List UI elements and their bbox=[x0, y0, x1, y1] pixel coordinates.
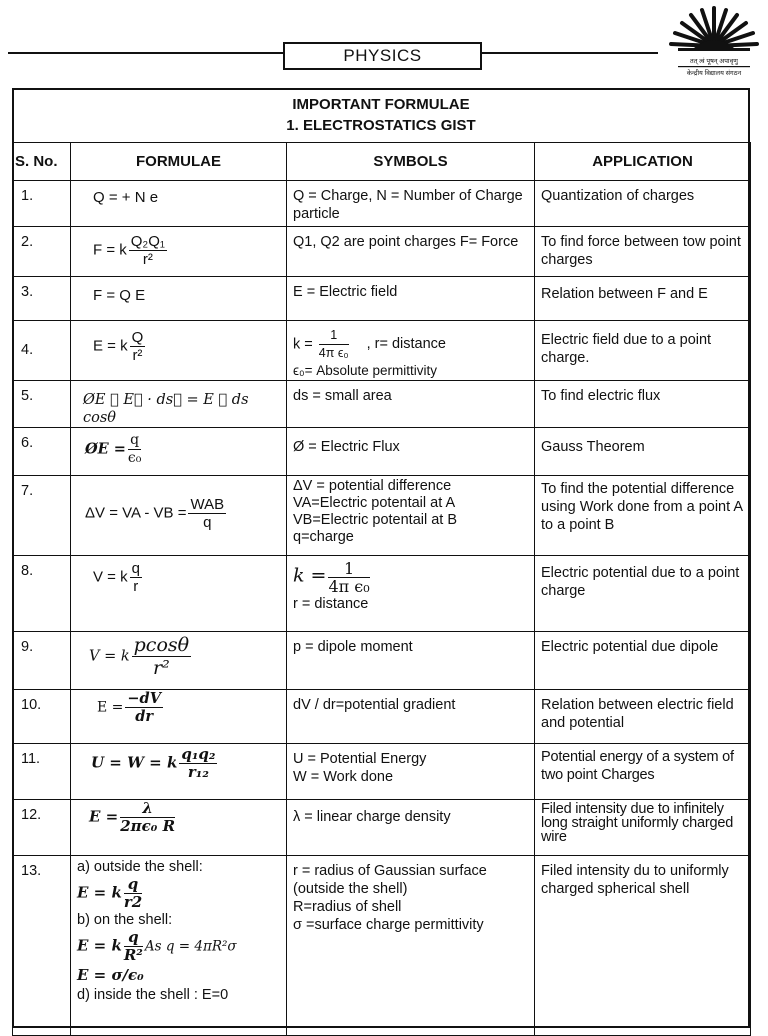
logo-org-name: केन्द्रीय विद्यालय संगठन bbox=[686, 70, 742, 77]
formula-fraction bbox=[124, 929, 143, 964]
formula-cell bbox=[71, 744, 287, 800]
symbol-line: VB=Electric potentail at B bbox=[293, 512, 458, 528]
symbol-r-label: , r= distance bbox=[366, 336, 446, 353]
fraction-numerator: Q bbox=[131, 329, 144, 346]
table-row bbox=[13, 632, 751, 690]
table-row bbox=[13, 690, 751, 744]
formula-fraction bbox=[179, 746, 217, 781]
formula-cell bbox=[71, 556, 287, 632]
formula-fraction bbox=[188, 496, 226, 531]
symbol-k-label: k = bbox=[293, 564, 327, 587]
formula-cell bbox=[71, 227, 287, 277]
symbol-k-fraction bbox=[319, 327, 349, 362]
formula-fraction bbox=[120, 800, 175, 835]
formula-lhs: V = k bbox=[93, 568, 128, 586]
formula-tail: As q = 4πR²σ bbox=[144, 938, 237, 955]
formula-fraction bbox=[125, 690, 163, 725]
formula-cell bbox=[71, 632, 287, 690]
fraction-numerator: q bbox=[124, 876, 142, 894]
formula-cell: Q = + N e bbox=[71, 181, 287, 227]
section-title: 1. ELECTROSTATICS GIST bbox=[286, 117, 476, 134]
formula-cell: ØE ∮ E⃗ · ds⃗ = E ∮ ds cosθ bbox=[71, 381, 287, 428]
row-number: 4. bbox=[13, 321, 71, 381]
fraction-numerator: pcosθ bbox=[133, 634, 190, 656]
symbols-cell: Q1, Q2 are point charges F= Force bbox=[287, 227, 535, 277]
symbols-cell: E = Electric field bbox=[287, 277, 535, 321]
fraction-numerator: Q₂Q₁ bbox=[130, 233, 165, 250]
fraction-denominator: r² bbox=[153, 657, 170, 679]
col-header-sno: S. No. bbox=[13, 143, 71, 181]
row-number: 7. bbox=[13, 476, 71, 556]
formula-fraction bbox=[128, 432, 141, 467]
symbols-cell: p = dipole moment bbox=[287, 632, 535, 690]
col-header-symbols: SYMBOLS bbox=[287, 143, 535, 181]
row-number: 5. bbox=[13, 381, 71, 428]
case-on-shell-label: b) on the shell: bbox=[77, 912, 173, 928]
row-number: 9. bbox=[13, 632, 71, 690]
application-cell: Quantization of charges bbox=[535, 181, 751, 227]
page-title: IMPORTANT FORMULAE bbox=[292, 96, 470, 113]
formula-lhs: F = k bbox=[93, 241, 127, 259]
case-outside-formula bbox=[77, 876, 280, 911]
table-row bbox=[13, 227, 751, 277]
symbol-k-fraction bbox=[328, 560, 369, 595]
application-cell: Electric potential due dipole bbox=[535, 632, 751, 690]
symbol-line: VA=Electric potentail at A bbox=[293, 495, 456, 511]
fraction-denominator: dr bbox=[135, 708, 154, 725]
row-number: 6. bbox=[13, 428, 71, 476]
table-row bbox=[13, 476, 751, 556]
application-cell: To find force between tow point charges bbox=[535, 227, 751, 277]
fraction-denominator: r₁₂ bbox=[187, 763, 209, 781]
fraction-denominator: r² bbox=[142, 251, 153, 268]
application-cell: Gauss Theorem bbox=[535, 428, 751, 476]
symbol-line: r = radius of Gaussian surface (outside the shell) bbox=[293, 863, 487, 897]
table-row bbox=[13, 321, 751, 381]
formula-fraction bbox=[124, 876, 142, 911]
fraction-denominator: 2πϵ₀ R bbox=[120, 817, 176, 835]
formula-cell: F = Q E bbox=[71, 277, 287, 321]
fraction-denominator: q bbox=[203, 514, 212, 531]
formula-lhs: E = bbox=[97, 699, 124, 716]
formula-lhs: ØE = bbox=[85, 440, 126, 458]
case-outside-label: a) outside the shell: bbox=[77, 859, 203, 875]
formula-cell bbox=[71, 856, 287, 1036]
formula-sheet bbox=[12, 88, 750, 1028]
fraction-numerator: q bbox=[124, 929, 143, 947]
fraction-numerator: 1 bbox=[319, 327, 349, 345]
application-cell: Filed intensity due to infinitely long straight uniformly charged wire bbox=[535, 800, 751, 856]
symbols-cell: Q = Charge, N = Number of Charge particle bbox=[287, 181, 535, 227]
case-on-shell-alt: E = σ/ϵ₀ bbox=[77, 966, 144, 984]
application-cell: Electric potential due to a point charge bbox=[535, 556, 751, 632]
symbols-cell bbox=[287, 856, 535, 1036]
symbols-cell: ds = small area bbox=[287, 381, 535, 428]
formula-lhs: E = bbox=[89, 807, 119, 826]
formula-table bbox=[12, 142, 751, 1036]
fraction-numerator: −dV bbox=[127, 690, 161, 707]
fraction-denominator: 4π ϵ₀ bbox=[328, 577, 370, 596]
application-cell: Potential energy of a system of two point Charges bbox=[535, 744, 751, 800]
symbol-permittivity: ϵ₀= Absolute permittivity bbox=[293, 363, 437, 378]
symbol-line: U = Potential Energy bbox=[293, 751, 427, 767]
symbol-line: W = Work done bbox=[293, 769, 394, 785]
formula-cell bbox=[71, 428, 287, 476]
symbol-line: r = distance bbox=[293, 596, 369, 612]
row-number: 11. bbox=[13, 744, 71, 800]
table-row bbox=[13, 428, 751, 476]
fraction-denominator: R² bbox=[123, 946, 143, 964]
table-row bbox=[13, 181, 751, 227]
formula-lhs: E = k bbox=[77, 883, 122, 902]
application-cell: Relation between electric field and potential bbox=[535, 690, 751, 744]
row-number: 10. bbox=[13, 690, 71, 744]
case-inside-label: d) inside the shell : E=0 bbox=[77, 987, 229, 1003]
application-cell: Filed intensity du to uniformly charged spherical shell bbox=[535, 856, 751, 1036]
application-cell: To find electric flux bbox=[535, 381, 751, 428]
application-cell: Relation between F and E bbox=[535, 277, 751, 321]
application-cell: To find the potential difference using Work done from a point A to a point B bbox=[535, 476, 751, 556]
fraction-numerator: q bbox=[128, 432, 141, 450]
symbol-line: ΔV = potential difference bbox=[293, 478, 452, 494]
symbols-cell bbox=[287, 321, 535, 381]
fraction-denominator: r2 bbox=[123, 893, 143, 911]
fraction-numerator: 1 bbox=[328, 560, 369, 578]
formula-fraction bbox=[129, 233, 167, 268]
case-on-shell-formula bbox=[77, 929, 280, 964]
table-row bbox=[13, 556, 751, 632]
symbol-line: q=charge bbox=[293, 529, 354, 545]
fraction-numerator: q₁q₂ bbox=[181, 745, 216, 763]
formula-cell bbox=[71, 476, 287, 556]
formula-lhs: U = W = k bbox=[91, 753, 178, 772]
row-number: 2. bbox=[13, 227, 71, 277]
fraction-numerator: q bbox=[131, 560, 140, 577]
symbols-cell: λ = linear charge density bbox=[287, 800, 535, 856]
col-header-application: APPLICATION bbox=[535, 143, 751, 181]
row-number: 3. bbox=[13, 277, 71, 321]
formula-lhs: E = k bbox=[93, 337, 128, 355]
kvs-logo-icon bbox=[664, 2, 764, 82]
table-row bbox=[13, 800, 751, 856]
formula-fraction bbox=[130, 329, 146, 364]
symbol-k-label: k = bbox=[293, 336, 317, 353]
table-header-row bbox=[13, 143, 751, 181]
symbols-cell bbox=[287, 556, 535, 632]
row-number: 8. bbox=[13, 556, 71, 632]
fraction-denominator: r bbox=[133, 578, 139, 595]
symbols-cell bbox=[287, 744, 535, 800]
formula-fraction bbox=[130, 560, 142, 595]
formula-lhs: E = k bbox=[77, 936, 122, 955]
application-cell: Electric field due to a point charge. bbox=[535, 321, 751, 381]
fraction-numerator: λ bbox=[120, 800, 175, 818]
formula-lhs: ΔV = VA - VB = bbox=[85, 504, 187, 522]
symbol-line: σ =surface charge permittivity bbox=[293, 917, 484, 933]
formula-cell bbox=[71, 321, 287, 381]
table-row bbox=[13, 744, 751, 800]
col-header-formulae: FORMULAE bbox=[71, 143, 287, 181]
symbol-line: R=radius of shell bbox=[293, 899, 402, 915]
logo-motto: तत् त्वं पूषन् अपावृणु bbox=[690, 58, 738, 65]
subject-title: PHYSICS bbox=[283, 42, 482, 70]
table-row bbox=[13, 856, 751, 1036]
formula-cell bbox=[71, 800, 287, 856]
formula-cell bbox=[71, 690, 287, 744]
fraction-denominator: ϵ₀ bbox=[127, 450, 142, 466]
table-row bbox=[13, 381, 751, 428]
formula-lhs: V = k bbox=[89, 648, 130, 665]
fraction-denominator: r² bbox=[132, 347, 143, 364]
formula-fraction bbox=[132, 634, 191, 679]
table-row bbox=[13, 277, 751, 321]
row-number: 12. bbox=[13, 800, 71, 856]
fraction-numerator: WAB bbox=[190, 496, 225, 513]
row-number: 13. bbox=[13, 856, 71, 1036]
row-number: 1. bbox=[13, 181, 71, 227]
symbols-cell: Ø = Electric Flux bbox=[287, 428, 535, 476]
symbols-cell bbox=[287, 476, 535, 556]
fraction-denominator: 4π ϵ₀ bbox=[318, 346, 349, 360]
symbols-cell: dV / dr=potential gradient bbox=[287, 690, 535, 744]
